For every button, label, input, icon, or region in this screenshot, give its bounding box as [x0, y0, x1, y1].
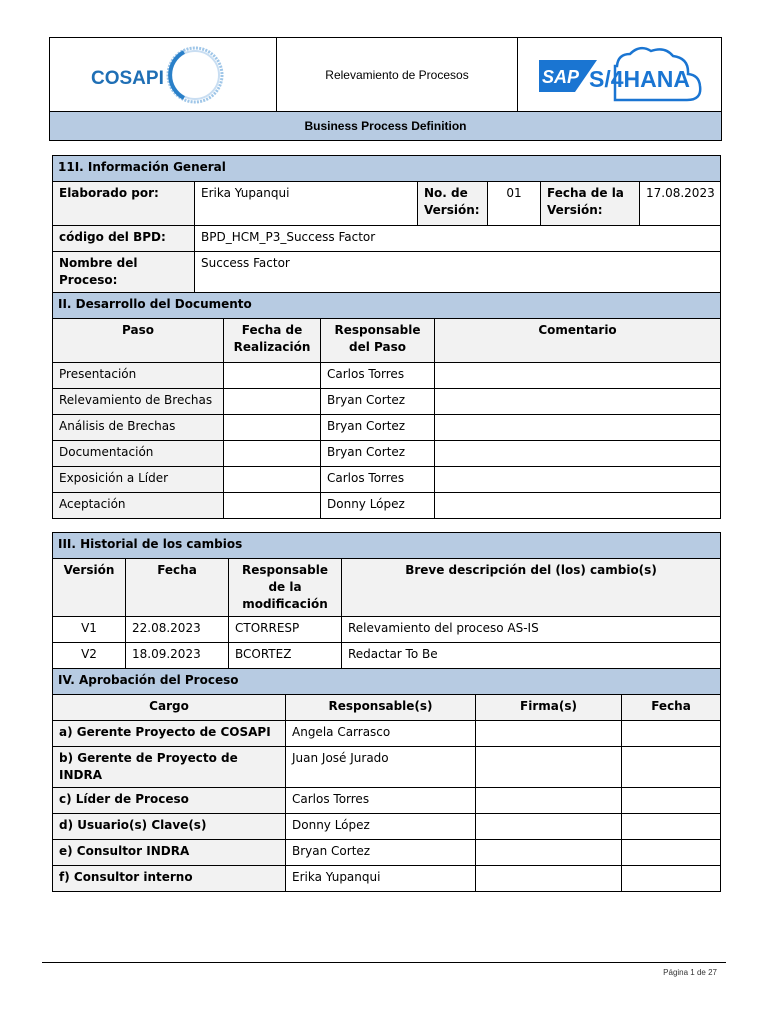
fecha-cell: 18.09.2023: [126, 643, 229, 669]
col-header-responsables: Responsable(s): [286, 695, 476, 721]
desarrollo-table: [52, 292, 721, 519]
table-row: [53, 389, 721, 415]
table-row: [53, 493, 721, 519]
fecha-cell: [622, 814, 721, 840]
descripcion-cell: Relevamiento del proceso AS-IS: [342, 617, 721, 643]
fecha-cell: [622, 840, 721, 866]
section-title-historial: III. Historial de los cambios: [53, 533, 721, 559]
table-row: [53, 840, 721, 866]
col-header-paso: Paso: [53, 319, 224, 363]
paso-cell: Aceptación: [53, 493, 224, 519]
comentario-cell: [435, 493, 721, 519]
fecha-cell: [224, 493, 321, 519]
firma-cell: [476, 814, 622, 840]
firma-cell: [476, 788, 622, 814]
col-header-version: Versión: [53, 559, 126, 617]
cargo-cell: a) Gerente Proyecto de COSAPI: [53, 721, 286, 747]
firma-cell: [476, 747, 622, 788]
nombre-proceso-label: Nombre del Proceso:: [53, 252, 195, 293]
elaborado-label: Elaborado por:: [53, 182, 195, 226]
responsable-cell: Bryan Cortez: [321, 415, 435, 441]
historial-table: [52, 532, 721, 669]
version-label: No. de Versión:: [418, 182, 488, 226]
col-header-firmas: Firma(s): [476, 695, 622, 721]
fecha-cell: [622, 747, 721, 788]
fecha-cell: 22.08.2023: [126, 617, 229, 643]
section-title-aprobacion: IV. Aprobación del Proceso: [53, 669, 721, 695]
version-cell: V1: [53, 617, 126, 643]
responsable-cell: BCORTEZ: [229, 643, 342, 669]
firma-cell: [476, 866, 622, 892]
cargo-cell: b) Gerente de Proyecto de INDRA: [53, 747, 286, 788]
cargo-cell: d) Usuario(s) Clave(s): [53, 814, 286, 840]
document-subtitle: Business Process Definition: [50, 112, 722, 141]
responsable-cell: Carlos Torres: [321, 363, 435, 389]
table-row: [53, 441, 721, 467]
s4hana-logo-text: S/4HANA: [588, 65, 690, 92]
version-cell: V2: [53, 643, 126, 669]
elaborado-value: Erika Yupanqui: [195, 182, 418, 226]
responsable-cell: Angela Carrasco: [286, 721, 476, 747]
paso-cell: Relevamiento de Brechas: [53, 389, 224, 415]
col-header-comentario: Comentario: [435, 319, 721, 363]
responsable-cell: Donny López: [321, 493, 435, 519]
fecha-cell: [622, 788, 721, 814]
cosapi-logo-cell: [50, 38, 277, 112]
responsable-cell: Donny López: [286, 814, 476, 840]
codigo-bpd-label: código del BPD:: [53, 226, 195, 252]
table-row: [53, 747, 721, 788]
sap-logo-text: SAP: [541, 66, 579, 87]
footer-divider: [42, 962, 726, 963]
comentario-cell: [435, 389, 721, 415]
col-header-fecha: Fecha: [126, 559, 229, 617]
section-title-desarrollo: II. Desarrollo del Documento: [53, 293, 721, 319]
firma-cell: [476, 840, 622, 866]
responsable-cell: Carlos Torres: [321, 467, 435, 493]
cargo-cell: f) Consultor interno: [53, 866, 286, 892]
comentario-cell: [435, 363, 721, 389]
comentario-cell: [435, 467, 721, 493]
table-row: [53, 866, 721, 892]
fecha-cell: [224, 441, 321, 467]
col-header-responsable-paso: Responsable del Paso: [321, 319, 435, 363]
fecha-cell: [224, 363, 321, 389]
paso-cell: Análisis de Brechas: [53, 415, 224, 441]
cosapi-logo-text: COSAPI: [91, 67, 164, 89]
table-row: [53, 363, 721, 389]
document-title: Relevamiento de Procesos: [277, 38, 518, 112]
col-header-fecha-realizacion: Fecha de Realización: [224, 319, 321, 363]
fecha-cell: [622, 866, 721, 892]
fecha-cell: [224, 415, 321, 441]
page-number: Página 1 de 27: [663, 968, 717, 977]
responsable-cell: Bryan Cortez: [321, 441, 435, 467]
aprobacion-table: [52, 668, 721, 892]
col-header-fecha: Fecha: [622, 695, 721, 721]
general-info-table: [52, 155, 721, 293]
cargo-cell: c) Líder de Proceso: [53, 788, 286, 814]
cargo-cell: e) Consultor INDRA: [53, 840, 286, 866]
responsable-cell: Bryan Cortez: [321, 389, 435, 415]
responsable-cell: CTORRESP: [229, 617, 342, 643]
paso-cell: Presentación: [53, 363, 224, 389]
fecha-cell: [224, 389, 321, 415]
descripcion-cell: Redactar To Be: [342, 643, 721, 669]
version-value: 01: [488, 182, 541, 226]
responsable-cell: Carlos Torres: [286, 788, 476, 814]
table-row: [53, 788, 721, 814]
responsable-cell: Erika Yupanqui: [286, 866, 476, 892]
table-row: [53, 721, 721, 747]
fecha-version-label: Fecha de la Versión:: [541, 182, 640, 226]
sap-s4hana-logo: [537, 42, 703, 108]
comentario-cell: [435, 441, 721, 467]
fecha-cell: [224, 467, 321, 493]
col-header-descripcion: Breve descripción del (los) cambio(s): [342, 559, 721, 617]
responsable-cell: Bryan Cortez: [286, 840, 476, 866]
sap-logo-cell: [518, 38, 722, 112]
section-title-general: 11I. Información General: [53, 156, 721, 182]
paso-cell: Exposición a Líder: [53, 467, 224, 493]
col-header-cargo: Cargo: [53, 695, 286, 721]
cosapi-logo: [88, 40, 238, 110]
table-row: [53, 814, 721, 840]
table-row: [53, 617, 721, 643]
table-row: [53, 415, 721, 441]
table-row: [53, 643, 721, 669]
fecha-version-value: 17.08.2023: [640, 182, 721, 226]
nombre-proceso-value: Success Factor: [195, 252, 721, 293]
document-header: [49, 37, 722, 141]
codigo-bpd-value: BPD_HCM_P3_Success Factor: [195, 226, 721, 252]
responsable-cell: Juan José Jurado: [286, 747, 476, 788]
table-row: [53, 467, 721, 493]
col-header-responsable-modificacion: Responsable de la modificación: [229, 559, 342, 617]
firma-cell: [476, 721, 622, 747]
comentario-cell: [435, 415, 721, 441]
fecha-cell: [622, 721, 721, 747]
paso-cell: Documentación: [53, 441, 224, 467]
